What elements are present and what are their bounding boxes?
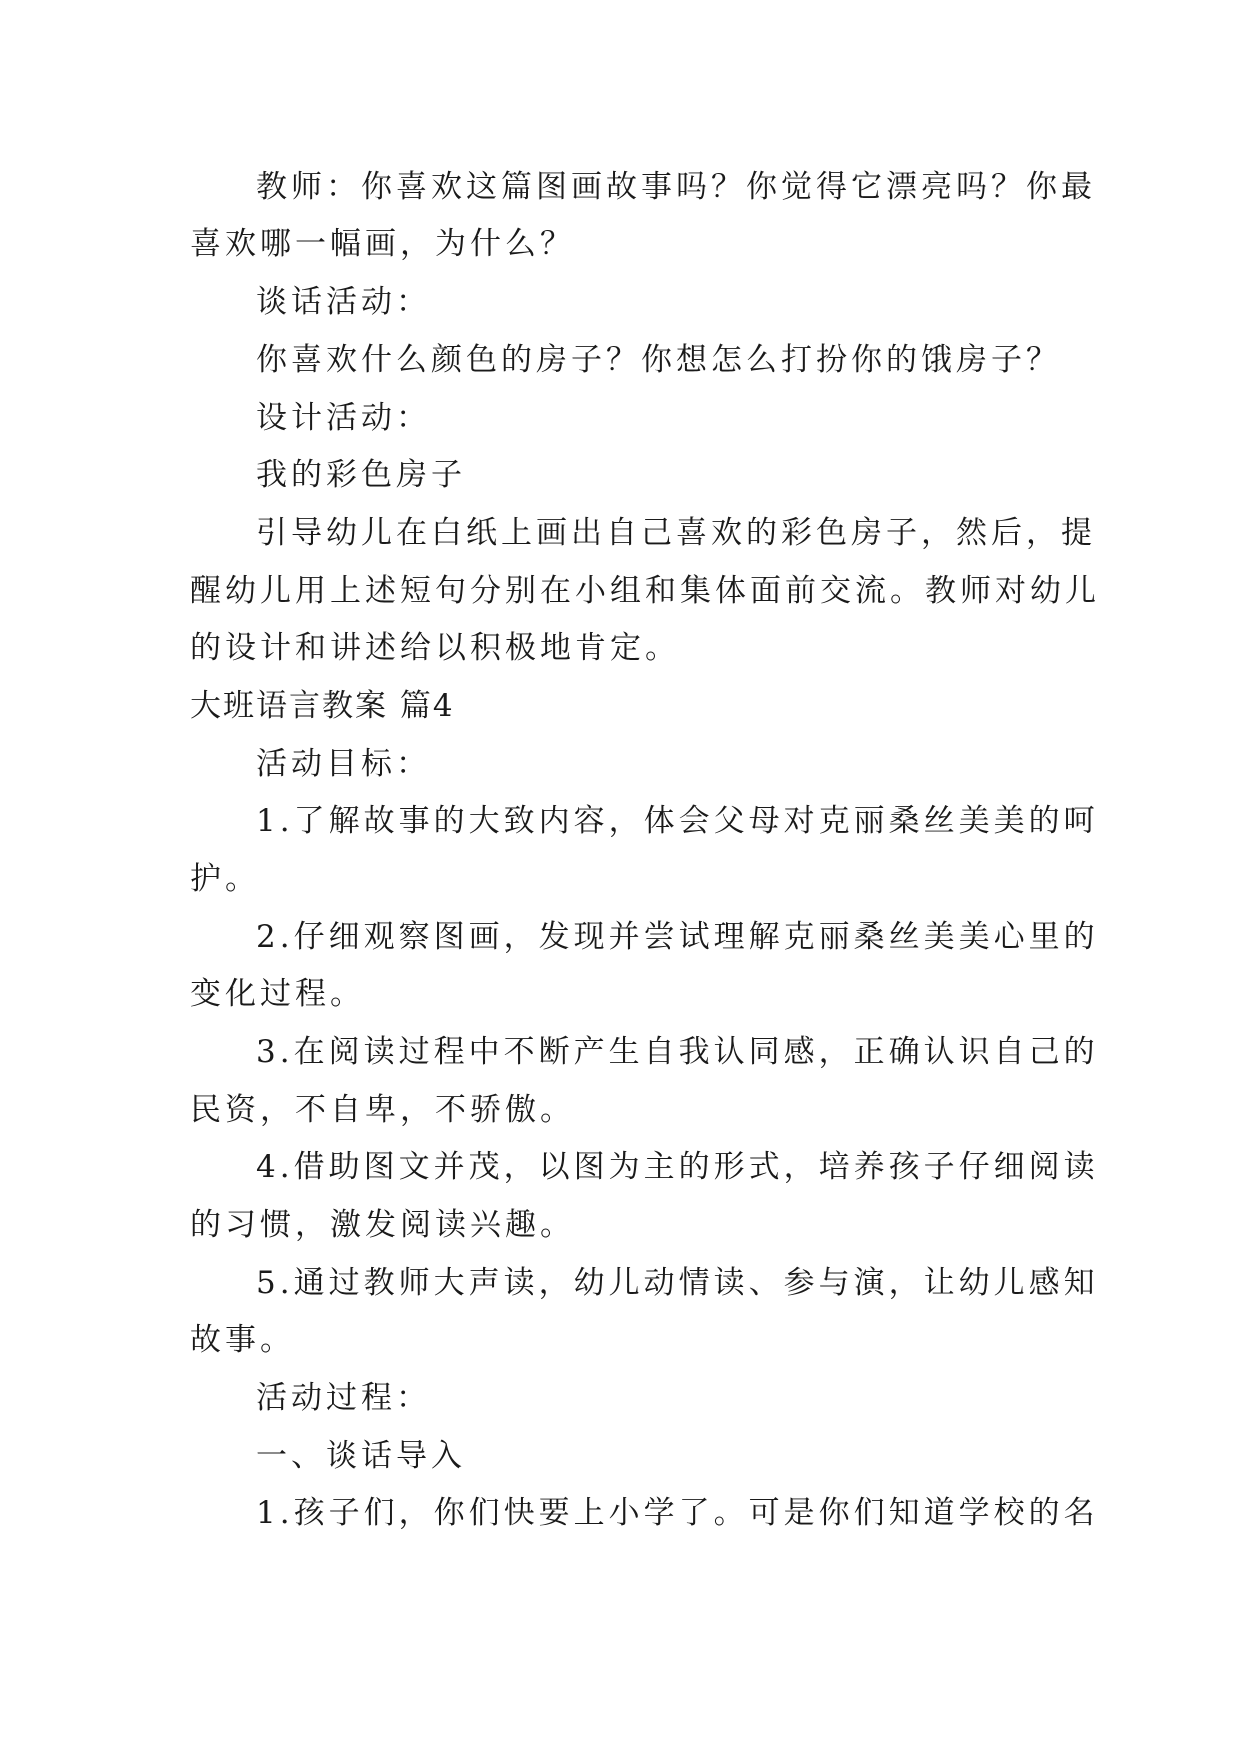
paragraph-line: 活动目标： [256, 746, 431, 782]
paragraph-line: 喜欢哪一幅画，为什么？ [190, 226, 575, 262]
paragraph-line: 民资，不自卑，不骄傲。 [190, 1092, 575, 1128]
paragraph-line: 故事。 [190, 1322, 295, 1358]
paragraph-line: 的习惯，激发阅读兴趣。 [190, 1207, 575, 1243]
paragraph-line: 1.孩子们，你们快要上小学了。可是你们知道学校的名 [256, 1495, 1099, 1531]
paragraph-line: 设计活动： [256, 400, 431, 436]
paragraph-line: 引导幼儿在白纸上画出自己喜欢的彩色房子，然后，提 [256, 515, 1096, 551]
paragraph-line: 我的彩色房子 [256, 457, 466, 493]
paragraph-line: 3.在阅读过程中不断产生自我认同感，正确认识自己的 [256, 1034, 1099, 1070]
paragraph-line: 2.仔细观察图画，发现并尝试理解克丽桑丝美美心里的 [256, 919, 1099, 955]
paragraph-line: 一、谈话导入 [256, 1438, 466, 1474]
paragraph-line: 的设计和讲述给以积极地肯定。 [190, 630, 680, 666]
paragraph-line: 变化过程。 [190, 976, 365, 1012]
section-heading: 大班语言教案 篇4 [190, 688, 455, 724]
paragraph-line: 活动过程： [256, 1380, 431, 1416]
paragraph-line: 4.借助图文并茂，以图为主的形式，培养孩子仔细阅读 [256, 1149, 1099, 1185]
paragraph-line: 教师：你喜欢这篇图画故事吗？你觉得它漂亮吗？你最 [256, 169, 1096, 205]
paragraph-line: 你喜欢什么颜色的房子？你想怎么打扮你的饿房子？ [256, 342, 1061, 378]
paragraph-line: 5.通过教师大声读，幼儿动情读、参与演，让幼儿感知 [256, 1265, 1099, 1301]
paragraph-line: 1.了解故事的大致内容，体会父母对克丽桑丝美美的呵 [256, 803, 1099, 839]
paragraph-line: 护。 [190, 861, 260, 897]
paragraph-line: 醒幼儿用上述短句分别在小组和集体面前交流。教师对幼儿 [190, 573, 1100, 609]
paragraph-line: 谈话活动： [256, 284, 431, 320]
